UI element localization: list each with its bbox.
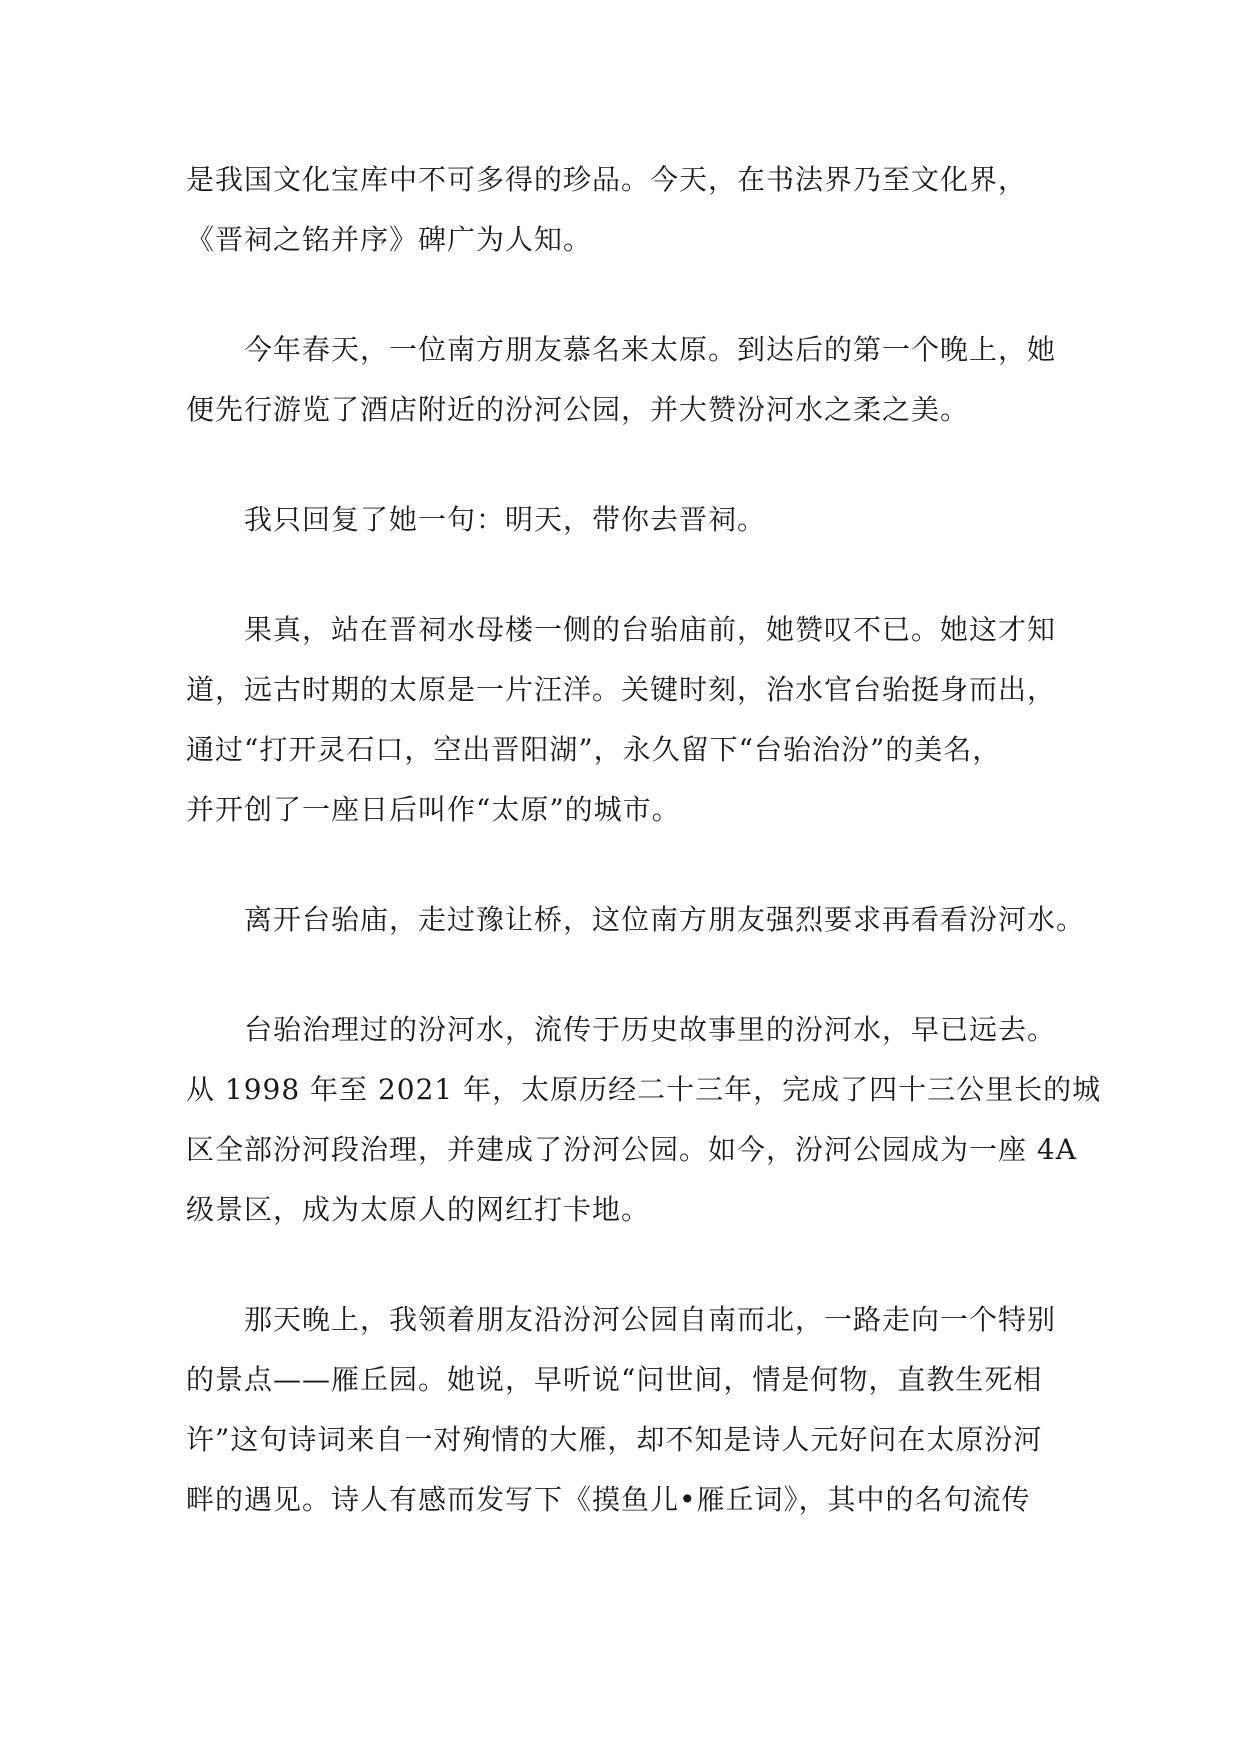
text-line: 离开台骀庙，走过豫让桥，这位南方朋友强烈要求再看看汾河水。 — [244, 903, 1086, 936]
text-line: 今年春天，一位南方朋友慕名来太原。到达后的第一个晚上，她 — [244, 333, 1057, 366]
text-line: 区全部汾河段治理，并建成了汾河公园。如今，汾河公园成为一座 4A — [186, 1133, 1077, 1166]
text-line: 从 1998 年至 2021 年，太原历经二十三年，完成了四十三公里长的城 — [186, 1073, 1102, 1106]
paragraph-2 — [186, 320, 1066, 440]
paragraph-6 — [186, 1000, 1102, 1240]
text-line: 通过“打开灵石口，空出晋阳湖”，永久留下“台骀治汾”的美名， — [186, 733, 1002, 766]
text-line: 级景区，成为太原人的网红打卡地。 — [186, 1193, 651, 1226]
text-line: 的景点——雁丘园。她说，早听说“问世间，情是何物，直教生死相 — [186, 1363, 1043, 1396]
text-line: 那天晚上，我领着朋友沿汾河公园自南而北，一路走向一个特别 — [244, 1303, 1057, 1336]
paragraph-5 — [186, 890, 1086, 950]
text-line: 道，远古时期的太原是一片汪洋。关键时刻，治水官台骀挺身而出， — [186, 673, 1057, 706]
paragraph-1 — [186, 150, 1066, 270]
text-line: 果真，站在晋祠水母楼一侧的台骀庙前，她赞叹不已。她这才知 — [244, 613, 1057, 646]
text-line: 许”这句诗词来自一对殉情的大雁，却不知是诗人元好问在太原汾河 — [186, 1423, 1043, 1456]
paragraph-4 — [186, 600, 1066, 840]
text-line: 台骀治理过的汾河水，流传于历史故事里的汾河水，早已远去。 — [244, 1013, 1057, 1046]
text-line: 是我国文化宝库中不可多得的珍品。今天，在书法界乃至文化界， — [186, 163, 1028, 196]
text-line: 我只回复了她一句：明天，带你去晋祠。 — [244, 503, 767, 536]
text-line: 《晋祠之铭并序》碑广为人知。 — [186, 223, 593, 256]
paragraph-3 — [186, 490, 1066, 550]
text-line: 并开创了一座日后叫作“太原”的城市。 — [186, 793, 681, 826]
text-line: 便先行游览了酒店附近的汾河公园，并大赞汾河水之柔之美。 — [186, 393, 970, 426]
document-page — [186, 150, 1102, 1580]
paragraph-7 — [186, 1290, 1066, 1530]
text-line: 畔的遇见。诗人有感而发写下《摸鱼儿•雁丘词》，其中的名句流传 — [186, 1483, 1031, 1516]
